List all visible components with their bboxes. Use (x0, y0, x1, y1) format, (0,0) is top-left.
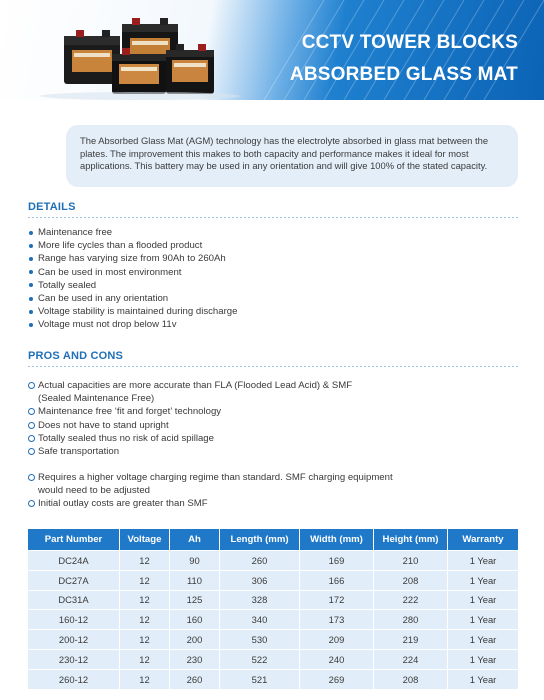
battery-back-left (64, 30, 120, 84)
column-header: Height (mm) (374, 529, 448, 550)
table-cell: 125 (170, 590, 220, 610)
table-header-row (28, 529, 518, 550)
table-cell: 209 (300, 629, 374, 649)
bullet-icon (29, 297, 33, 301)
bullet-icon (29, 257, 33, 261)
table-cell: 230 (170, 649, 220, 669)
table-cell: 219 (374, 629, 448, 649)
table-cell: DC27A (28, 570, 120, 590)
table-cell: 210 (374, 550, 448, 570)
table-row (28, 649, 518, 669)
intro-paragraph: The Absorbed Glass Mat (AGM) technology has the electrolyte absorbed in glass mat between the plates. The improvement this makes to both capacity and performance makes it ideal for most applications. This battery may be used in any orientation and will give 100% of the stated capacity. (66, 125, 518, 187)
list-item: Actual capacities are more accurate than FLA (Flooded Lead Acid) & SMF (Sealed Maintenance Free) (28, 379, 352, 405)
battery-front-right (166, 44, 214, 94)
pros-list (28, 379, 352, 458)
list-item: Requires a higher voltage charging regime than standard. SMF charging equipment would need to be adjusted (28, 471, 393, 497)
bullet-icon (29, 323, 33, 327)
bullet-icon (29, 310, 33, 314)
table-cell: 12 (120, 609, 170, 629)
column-header: Width (mm) (300, 529, 374, 550)
circle-bullet-icon (28, 448, 35, 455)
list-item: Maintenance free ‘fit and forget’ technology (28, 405, 352, 418)
list-item: Maintenance free (28, 226, 237, 239)
table-cell: DC24A (28, 550, 120, 570)
table-cell: 530 (220, 629, 300, 649)
pros-cons-divider (28, 366, 518, 367)
circle-bullet-icon (28, 422, 35, 429)
circle-bullet-icon (28, 474, 35, 481)
table-cell: 522 (220, 649, 300, 669)
table-row (28, 570, 518, 590)
bullet-icon (29, 231, 33, 235)
table-cell: 12 (120, 669, 170, 689)
cons-list (28, 471, 393, 511)
table-cell: 280 (374, 609, 448, 629)
table-cell: 173 (300, 609, 374, 629)
table-cell: 166 (300, 570, 374, 590)
table-row (28, 590, 518, 610)
table-cell: 1 Year (448, 570, 518, 590)
details-title: DETAILS (28, 201, 76, 213)
circle-bullet-icon (28, 500, 35, 507)
column-header: Part Number (28, 529, 120, 550)
column-header: Length (mm) (220, 529, 300, 550)
list-item: Can be used in most environment (28, 266, 237, 279)
table-row (28, 609, 518, 629)
list-item: Voltage stability is maintained during discharge (28, 305, 237, 318)
list-item: Voltage must not drop below 11v (28, 318, 237, 331)
table-cell: 306 (220, 570, 300, 590)
table-cell: 260 (220, 550, 300, 570)
header-banner (0, 0, 544, 100)
list-item: Does not have to stand upright (28, 419, 352, 432)
bullet-icon (29, 270, 33, 274)
table-cell: 260 (170, 669, 220, 689)
column-header: Voltage (120, 529, 170, 550)
table-cell: 12 (120, 550, 170, 570)
bullet-icon (29, 283, 33, 287)
table-row (28, 550, 518, 570)
table-cell: 208 (374, 669, 448, 689)
circle-bullet-icon (28, 382, 35, 389)
table-cell: 12 (120, 570, 170, 590)
battery-photo (0, 0, 310, 100)
circle-bullet-icon (28, 408, 35, 415)
table-cell: 169 (300, 550, 374, 570)
table-cell: DC31A (28, 590, 120, 610)
battery-front-left (112, 48, 166, 94)
banner-title-line1: CCTV TOWER BLOCKS (301, 32, 518, 53)
table-cell: 1 Year (448, 550, 518, 570)
table-cell: 1 Year (448, 649, 518, 669)
table-cell: 1 Year (448, 669, 518, 689)
table-row (28, 669, 518, 689)
list-item: Totally sealed (28, 279, 237, 292)
table-cell: 521 (220, 669, 300, 689)
list-item: Safe transportation (28, 445, 352, 458)
table-cell: 340 (220, 609, 300, 629)
table-cell: 240 (300, 649, 374, 669)
details-divider (28, 217, 518, 218)
table-cell: 1 Year (448, 629, 518, 649)
table-cell: 172 (300, 590, 374, 610)
table-cell: 12 (120, 590, 170, 610)
table-cell: 12 (120, 629, 170, 649)
table-cell: 222 (374, 590, 448, 610)
list-item: More life cycles than a flooded product (28, 239, 237, 252)
table-cell: 269 (300, 669, 374, 689)
table-cell: 328 (220, 590, 300, 610)
circle-bullet-icon (28, 435, 35, 442)
table-cell: 160-12 (28, 609, 120, 629)
column-header: Warranty (448, 529, 518, 550)
table-cell: 224 (374, 649, 448, 669)
banner-title-line2: ABSORBED GLASS MAT (289, 64, 518, 85)
table-cell: 1 Year (448, 590, 518, 610)
table-cell: 208 (374, 570, 448, 590)
table-row (28, 629, 518, 649)
details-list (28, 226, 237, 332)
list-item: Initial outlay costs are greater than SMF (28, 497, 393, 510)
table-cell: 90 (170, 550, 220, 570)
pros-cons-title: PROS AND CONS (28, 350, 124, 362)
list-item: Can be used in any orientation (28, 292, 237, 305)
table-cell: 12 (120, 649, 170, 669)
column-header: Ah (170, 529, 220, 550)
table-cell: 1 Year (448, 609, 518, 629)
table-cell: 200-12 (28, 629, 120, 649)
spec-table (28, 529, 518, 689)
table-cell: 110 (170, 570, 220, 590)
banner-title (290, 30, 518, 88)
list-item: Totally sealed thus no risk of acid spillage (28, 432, 352, 445)
list-item: Range has varying size from 90Ah to 260Ah (28, 252, 237, 265)
table-cell: 160 (170, 609, 220, 629)
bullet-icon (29, 244, 33, 248)
table-cell: 200 (170, 629, 220, 649)
table-cell: 260-12 (28, 669, 120, 689)
table-cell: 230-12 (28, 649, 120, 669)
